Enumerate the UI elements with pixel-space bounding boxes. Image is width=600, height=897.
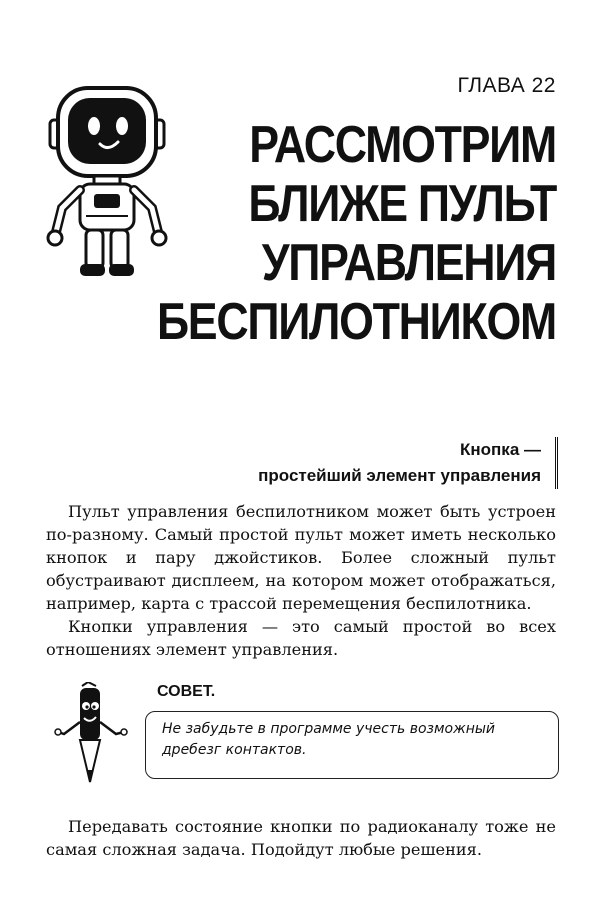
title-line: БЛИЖЕ ПУЛЬТ (248, 175, 556, 233)
section-heading-line: простейший элемент управления (258, 466, 541, 485)
section-heading (258, 437, 558, 489)
paragraph: Пульт управления беспилотником может быть устроен по-разному. Самый простой пульт может иметь несколько кнопок и пару джойстиков. Более сложный пульт обустраивают дисплеем, на котором может отображаться, например, карта с трассой перемещения беспилотника. (46, 502, 556, 613)
pencil-character-icon (52, 682, 132, 786)
body-text (46, 815, 556, 861)
chapter-title (157, 116, 556, 352)
robot-icon (42, 82, 172, 282)
section-heading-line: Кнопка — (460, 440, 541, 459)
title-line: БЕСПИЛОТНИКОМ (156, 293, 556, 351)
title-line: УПРАВЛЕНИЯ (261, 234, 556, 292)
tip-label: СОВЕТ. (157, 683, 216, 700)
title-line: РАССМОТРИМ (249, 116, 557, 174)
body-text (46, 500, 556, 661)
paragraph: Кнопки управления — это самый простой во всех отношениях элемент управления. (46, 617, 556, 659)
paragraph: Передавать состояние кнопки по радиоканалу тоже не самая сложная задача. Подойдут любые решения. (46, 817, 556, 859)
tip-box: Не забудьте в программе учесть возможный дребезг контактов. (145, 711, 559, 779)
chapter-number: ГЛАВА 22 (457, 74, 556, 97)
